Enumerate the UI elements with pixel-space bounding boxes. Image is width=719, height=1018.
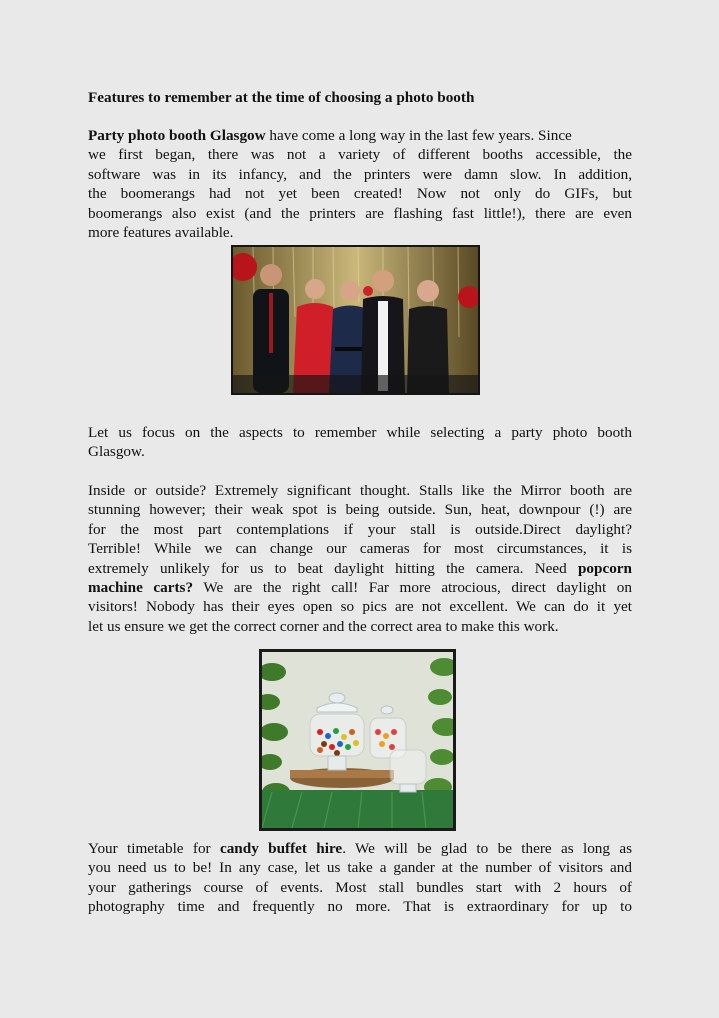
text-line: let us ensure we get the correct corner and the correct area to make this work.	[88, 617, 559, 635]
text-line: boomerangs also exist (and the printers are flashing fast little!), there are even	[88, 204, 632, 222]
paragraph-focus	[88, 423, 632, 462]
bold-keyword-link: machine carts?	[88, 579, 194, 597]
bold-keyword-link: candy buffet hire	[219, 840, 343, 857]
text-line: Party photo booth Glasgow have come a long way in the last few years. Since	[88, 127, 572, 144]
party-group-photo	[231, 245, 480, 395]
text-line: Your timetable for candy buffet hire. We will be glad to be there as long as	[88, 840, 632, 857]
text-line: stunning however; their weak spot is being outside. Sun, heat, downpour (!) are	[88, 501, 632, 519]
text-line: machine carts? We are the right call! Far more atrocious, direct daylight on	[88, 579, 632, 597]
paragraph-intro	[88, 126, 632, 242]
text-line: for the most part contemplations if your stall is outside.Direct daylight?	[88, 520, 632, 538]
text-line: Terrible! While we can change our cameras for most circumstances, it is	[88, 540, 632, 558]
text-line: the boomerangs had not yet been created! Now not only do GIFs, but	[88, 185, 632, 203]
paragraph-timetable	[88, 839, 632, 917]
text-line: you need us to be! In any case, let us take a gander at the number of visitors and	[88, 859, 632, 877]
text-line: visitors! Nobody has their eyes open so pics are not excellent. We can do it yet	[88, 598, 632, 616]
page-title: Features to remember at the time of choosing a photo booth	[88, 89, 475, 106]
text-line: photography time and frequently no more. That is extraordinary for up to	[88, 898, 632, 916]
bold-keyword-link: Party photo booth Glasgow	[88, 127, 266, 144]
text-line: Glasgow.	[88, 443, 145, 461]
text-line: Let us focus on the aspects to remember while selecting a party photo booth	[88, 424, 632, 441]
bold-keyword-link: popcorn	[577, 559, 632, 577]
text-line: extremely unlikely for us to beat daylight hitting the camera. Need popcorn	[88, 559, 632, 577]
text-line: we first began, there was not a variety of different booths accessible, the	[88, 146, 632, 164]
text-line: more features available.	[88, 224, 234, 242]
text-line: software was in its infancy, and the printers were damn slow. In addition,	[88, 165, 632, 183]
candy-buffet-photo	[259, 649, 456, 831]
paragraph-inside-outside	[88, 481, 632, 636]
text-line: your gatherings course of events. Most stall bundles start with 2 hours of	[88, 878, 632, 896]
text-line: Inside or outside? Extremely significant thought. Stalls like the Mirror booth are	[88, 482, 632, 499]
